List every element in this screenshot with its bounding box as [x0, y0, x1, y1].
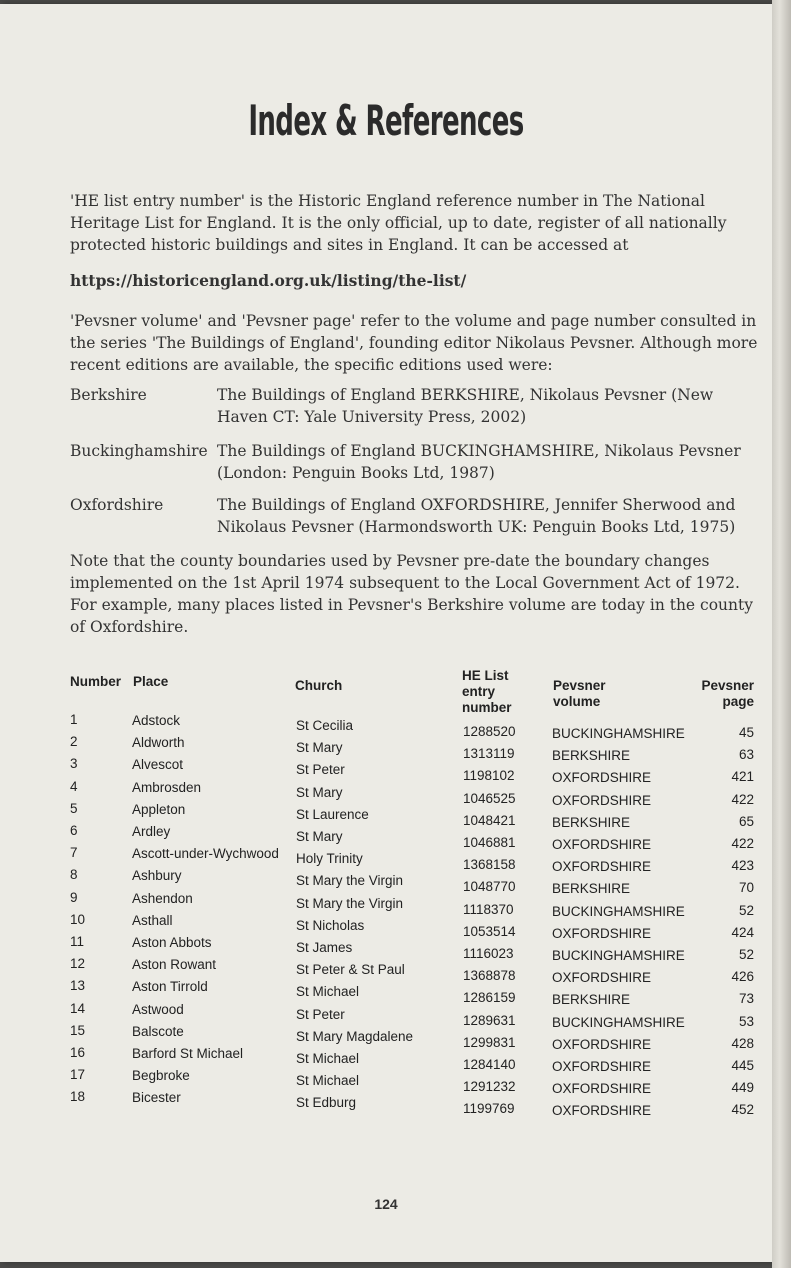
cell-he-number: 1046881 [463, 835, 516, 850]
county-name: Berkshire [70, 386, 147, 404]
cell-church: St Mary [296, 740, 343, 756]
cell-he-number: 1199769 [463, 1101, 515, 1117]
cell-pevsner-page: 424 [731, 924, 754, 940]
cell-church: Holy Trinity [296, 851, 363, 867]
county-name: Oxfordshire [70, 496, 164, 514]
cell-pevsner-page: 422 [731, 791, 754, 807]
cell-church: St Peter [296, 1006, 345, 1022]
cell-church: St Nicholas [296, 917, 365, 933]
cell-number: 13 [70, 978, 86, 994]
page-heading: Index & References [248, 96, 524, 145]
cell-he-number: 1288520 [463, 724, 516, 739]
cell-pevsner-volume: OXFORDSHIRE [552, 1081, 652, 1097]
cell-he-number: 1284140 [463, 1057, 516, 1072]
cell-church: St Michael [296, 1051, 360, 1066]
cell-pevsner-volume: OXFORDSHIRE [552, 859, 652, 875]
cell-pevsner-page: 52 [738, 947, 754, 962]
cell-pevsner-page: 63 [738, 747, 754, 763]
edition-citation: The Buildings of England BERKSHIRE, Nikolaus Pevsner (New Haven CT: Yale University Press, 2002) [217, 386, 714, 426]
cell-pevsner-page: 53 [738, 1013, 754, 1029]
cell-church: St Mary [296, 829, 343, 844]
cell-he-number: 1048421 [463, 812, 516, 828]
cell-pevsner-page: 423 [731, 858, 754, 874]
cell-place: Astwood [132, 1001, 184, 1017]
pevsner-paragraph: 'Pevsner volume' and 'Pevsner page' refer to the volume and page number consulted in the series 'The Buildings of England', founding editor Nikolaus Pevsner. Although more recent editions are available, the specific editions used were: [70, 312, 758, 374]
cell-number: 10 [70, 911, 86, 927]
cell-pevsner-volume: OXFORDSHIRE [552, 925, 652, 941]
cell-he-number: 1198102 [463, 768, 515, 784]
cell-number: 1 [70, 712, 78, 727]
cell-he-number: 1313119 [463, 746, 515, 762]
cell-pevsner-volume: OXFORDSHIRE [552, 970, 652, 986]
cell-pevsner-volume: OXFORDSHIRE [552, 1059, 652, 1074]
cell-pevsner-page: 52 [738, 902, 754, 918]
cell-church: St Laurence [296, 806, 369, 822]
cell-he-number: 1046525 [463, 790, 516, 806]
cell-number: 3 [70, 756, 78, 772]
cell-place: Appleton [132, 801, 186, 817]
cell-pevsner-page: 449 [731, 1080, 754, 1096]
header-pevsner-page: Pevsner page [701, 678, 754, 709]
cell-he-number: 1118370 [463, 901, 514, 917]
edition-berkshire [70, 384, 760, 428]
header-number: Number [70, 674, 122, 689]
cell-he-number: 1368878 [463, 968, 516, 984]
cell-pevsner-volume: OXFORDSHIRE [552, 792, 652, 808]
cell-church: St Cecilia [296, 718, 354, 733]
edition-citation: The Buildings of England BUCKINGHAMSHIRE, Nikolaus Pevsner (London: Penguin Books Ltd, 1987) [217, 442, 741, 482]
cell-he-number: 1291232 [463, 1079, 516, 1095]
header-pevsner-volume: Pevsner volume [553, 678, 606, 709]
cell-pevsner-volume: BERKSHIRE [552, 881, 631, 897]
book-page [0, 4, 772, 1262]
cell-pevsner-page: 73 [738, 991, 754, 1007]
cell-place: Ambrosden [132, 779, 202, 795]
cell-place: Adstock [132, 713, 181, 728]
cell-number: 14 [70, 1000, 86, 1016]
cell-he-number: 1116023 [463, 946, 514, 961]
cell-pevsner-page: 428 [731, 1035, 754, 1051]
cell-number: 18 [70, 1089, 86, 1105]
cell-number: 17 [70, 1067, 86, 1083]
cell-number: 11 [70, 934, 85, 949]
cell-pevsner-page: 422 [731, 836, 754, 851]
cell-church: St Mary the Virgin [296, 895, 404, 911]
cell-he-number: 1289631 [463, 1012, 516, 1028]
cell-place: Alvescot [132, 757, 184, 773]
cell-church: St Peter [296, 762, 345, 778]
cell-place: Ardley [132, 824, 171, 839]
cell-he-number: 1368158 [463, 857, 516, 873]
header-he-number: HE List entry number [462, 668, 512, 715]
cell-church: St Peter & St Paul [296, 962, 405, 978]
cell-number: 2 [70, 734, 78, 750]
edition-oxfordshire [70, 494, 760, 538]
cell-number: 9 [70, 889, 78, 905]
cell-place: Ashendon [132, 890, 193, 906]
cell-pevsner-volume: OXFORDSHIRE [552, 770, 652, 786]
header-church: Church [295, 678, 343, 693]
cell-place: Begbroke [132, 1068, 190, 1084]
cell-pevsner-page: 426 [731, 969, 754, 985]
cell-number: 5 [70, 800, 78, 816]
cell-pevsner-page: 70 [738, 880, 754, 896]
cell-pevsner-volume: BUCKINGHAMSHIRE [552, 726, 685, 741]
cell-pevsner-volume: BERKSHIRE [552, 814, 631, 830]
cell-pevsner-volume: BUCKINGHAMSHIRE [552, 948, 685, 963]
cell-pevsner-volume: OXFORDSHIRE [552, 1036, 652, 1052]
cell-place: Aldworth [132, 735, 185, 751]
list-url: https://historicengland.org.uk/listing/the-list/ [70, 271, 467, 290]
cell-place: Ascott-under-Wychwood [132, 846, 279, 862]
cell-number: 16 [70, 1045, 86, 1060]
cell-church: St Michael [296, 984, 360, 1000]
header-place: Place [133, 674, 169, 689]
cell-church: St Mary Magdalene [296, 1028, 414, 1044]
page-stack-edge [772, 0, 791, 1268]
edition-citation: The Buildings of England OXFORDSHIRE, Jennifer Sherwood and Nikolaus Pevsner (Harmondsworth UK: Penguin Books Ltd, 1975) [217, 496, 736, 536]
cell-pevsner-volume: BUCKINGHAMSHIRE [552, 903, 685, 919]
cell-pevsner-volume: BERKSHIRE [552, 748, 631, 764]
page-number: 124 [374, 1196, 398, 1212]
county-name: Buckinghamshire [70, 442, 208, 460]
cell-place: Bicester [132, 1090, 181, 1106]
cell-number: 15 [70, 1022, 86, 1038]
cell-he-number: 1048770 [463, 879, 516, 895]
cell-pevsner-page: 421 [731, 769, 754, 785]
cell-pevsner-page: 45 [738, 725, 754, 740]
cell-church: St Edburg [296, 1095, 357, 1111]
cell-place: Balscote [132, 1023, 184, 1039]
cell-pevsner-volume: BERKSHIRE [552, 992, 631, 1008]
cell-number: 12 [70, 956, 86, 972]
cell-he-number: 1053514 [463, 923, 516, 939]
cell-place: Aston Rowant [132, 957, 217, 973]
cell-church: St Mary the Virgin [296, 873, 404, 889]
cell-he-number: 1286159 [463, 990, 516, 1006]
cell-place: Aston Tirrold [132, 979, 208, 995]
cell-number: 7 [70, 845, 78, 861]
cell-church: St Michael [296, 1073, 360, 1089]
cell-place: Aston Abbots [132, 935, 212, 950]
cell-pevsner-page: 445 [731, 1058, 754, 1073]
cell-place: Asthall [132, 912, 173, 928]
boundary-note: Note that the county boundaries used by Pevsner pre-date the boundary changes implemented on the 1st April 1974 subsequent to the Local Government Act of 1972. For example, many places listed in Pevsner's Berkshire volume are today in the county of Oxfordshire. [70, 552, 753, 636]
cell-pevsner-page: 65 [738, 813, 754, 829]
cell-pevsner-volume: BUCKINGHAMSHIRE [552, 1014, 685, 1030]
cell-pevsner-volume: OXFORDSHIRE [552, 837, 652, 852]
cell-place: Ashbury [132, 868, 182, 884]
cell-place: Barford St Michael [132, 1046, 244, 1061]
cell-church: St James [296, 940, 353, 955]
cell-he-number: 1299831 [463, 1034, 516, 1050]
intro-paragraph: 'HE list entry number' is the Historic England reference number in The National Heritage List for England. It is the only official, up to date, register of all nationally protected historic buildings and sites in England. It can be accessed at [70, 192, 727, 254]
cell-church: St Mary [296, 784, 343, 800]
cell-number: 4 [70, 778, 78, 794]
cell-pevsner-page: 452 [731, 1102, 754, 1118]
cell-number: 8 [70, 867, 78, 883]
edition-buckinghamshire [70, 440, 760, 484]
cell-pevsner-volume: OXFORDSHIRE [552, 1103, 652, 1119]
cell-number: 6 [70, 823, 78, 838]
